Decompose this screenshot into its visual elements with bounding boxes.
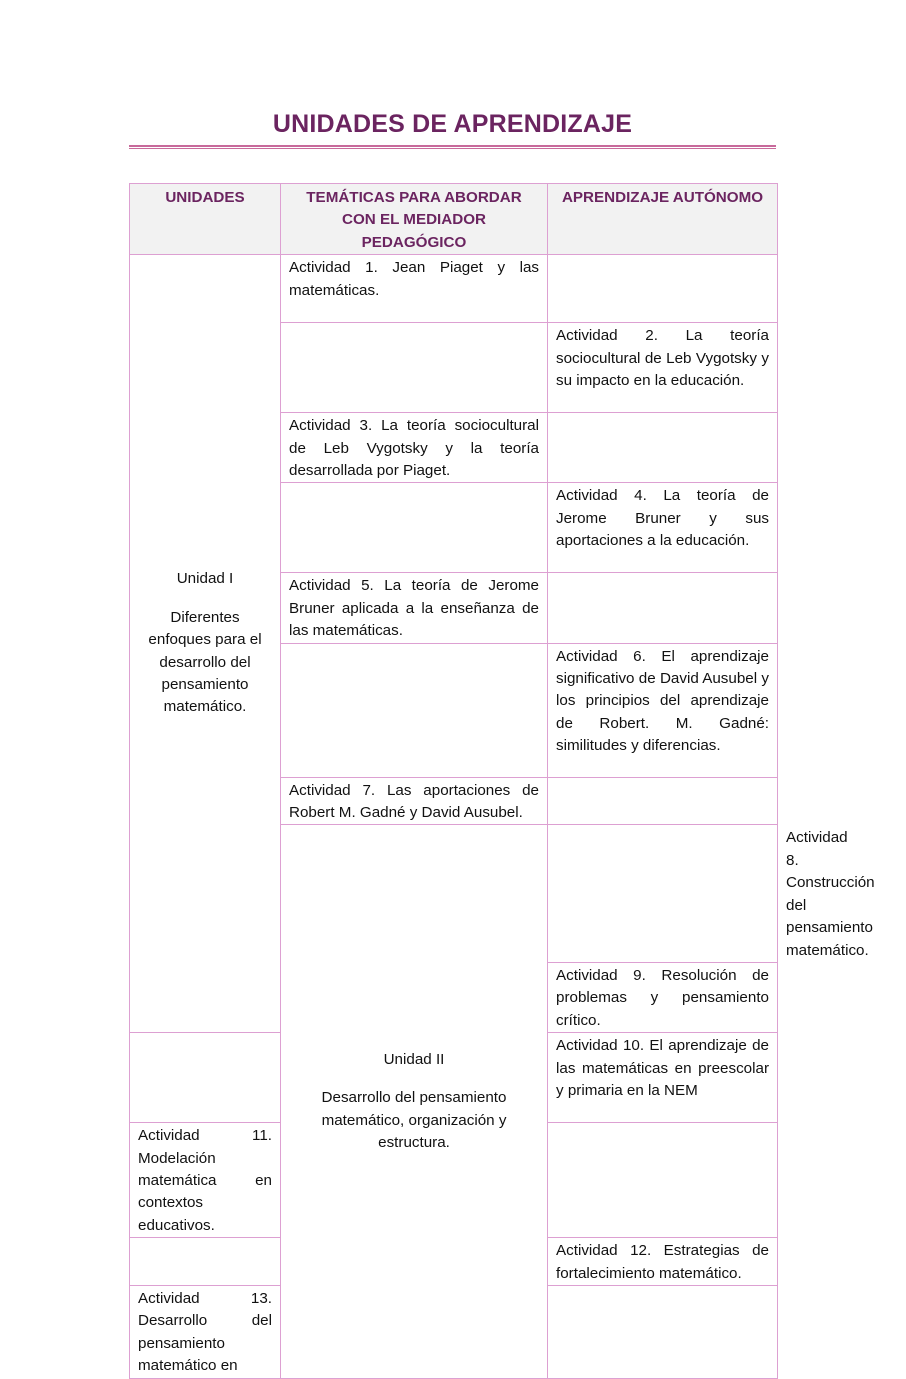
activity-cell: Actividad 11. Modelación matemática en contextos educativos.: [130, 1123, 281, 1238]
header-tematicas: TEMÁTICAS PARA ABORDAR CON EL MEDIADOR PEDAGÓGICO: [281, 184, 548, 255]
empty-cell: [130, 1238, 281, 1286]
unit-name: Unidad I: [176, 570, 234, 588]
activity-cell: Actividad 9. Resolución de problemas y pensamiento crítico.: [548, 962, 778, 1032]
empty-cell: [548, 777, 778, 825]
activity-cell: Actividad 4. La teoría de Jerome Bruner y sus aportaciones a la educación.: [548, 483, 778, 573]
unit-description: Diferentes enfoques para el desarrollo del pensamiento matemático.: [148, 608, 262, 716]
page-title: UNIDADES DE APRENDIZAJE: [272, 110, 633, 138]
activity-cell: Actividad 7. Las aportaciones de Robert M. Gadné y David Ausubel.: [281, 777, 548, 825]
activity-cell: Actividad 10. El aprendizaje de las matemáticas en preescolar y primaria en la NEM: [548, 1033, 778, 1123]
activity-cell: Actividad 5. La teoría de Jerome Bruner aplicada a la enseñanza de las matemáticas.: [281, 573, 548, 643]
activity-cell: Actividad 1. Jean Piaget y las matemáticas.: [281, 255, 548, 323]
empty-cell: [548, 255, 778, 323]
activity-cell: Actividad 2. La teoría sociocultural de Leb Vygotsky y su impacto en la educación.: [548, 323, 778, 413]
activity-cell: Actividad 12. Estrategias de fortalecimiento matemático.: [548, 1238, 778, 1286]
empty-cell: [548, 1285, 778, 1378]
title-underline: [129, 145, 776, 149]
table-header-row: [130, 184, 778, 255]
empty-cell: [281, 323, 548, 413]
activity-cell: Actividad 13. Desarrollo del pensamiento matemático en: [130, 1285, 281, 1378]
unit-description: Desarrollo del pensamiento matemático, organización y estructura.: [321, 1089, 507, 1151]
empty-cell: [130, 1033, 281, 1123]
empty-cell: [281, 483, 548, 573]
activity-cell: Actividad 6. El aprendizaje significativo de David Ausubel y los principios del aprendizaje de Robert. M. Gadné: similitudes y diferencias.: [548, 643, 778, 777]
table-row: Unidad II Desarrollo del pensamiento matemático, organización y estructura. Actividad 8. Construcción del pensamiento matemático.: [130, 825, 778, 962]
empty-cell: [548, 1123, 778, 1238]
unit-name: Unidad II: [383, 1050, 445, 1068]
unit-cell-1: [130, 255, 281, 1033]
header-unidades: UNIDADES: [130, 184, 281, 255]
unit-cell-2: [281, 825, 548, 1378]
learning-units-table: [129, 183, 875, 1379]
empty-cell: [548, 825, 778, 962]
header-aprendizaje-autonomo: APRENDIZAJE AUTÓNOMO: [548, 184, 778, 255]
table-row: [130, 255, 778, 323]
empty-cell: [281, 643, 548, 777]
empty-cell: [548, 573, 778, 643]
activity-cell: Actividad 3. La teoría sociocultural de Leb Vygotsky y la teoría desarrollada por Piaget.: [281, 413, 548, 483]
empty-cell: [548, 413, 778, 483]
